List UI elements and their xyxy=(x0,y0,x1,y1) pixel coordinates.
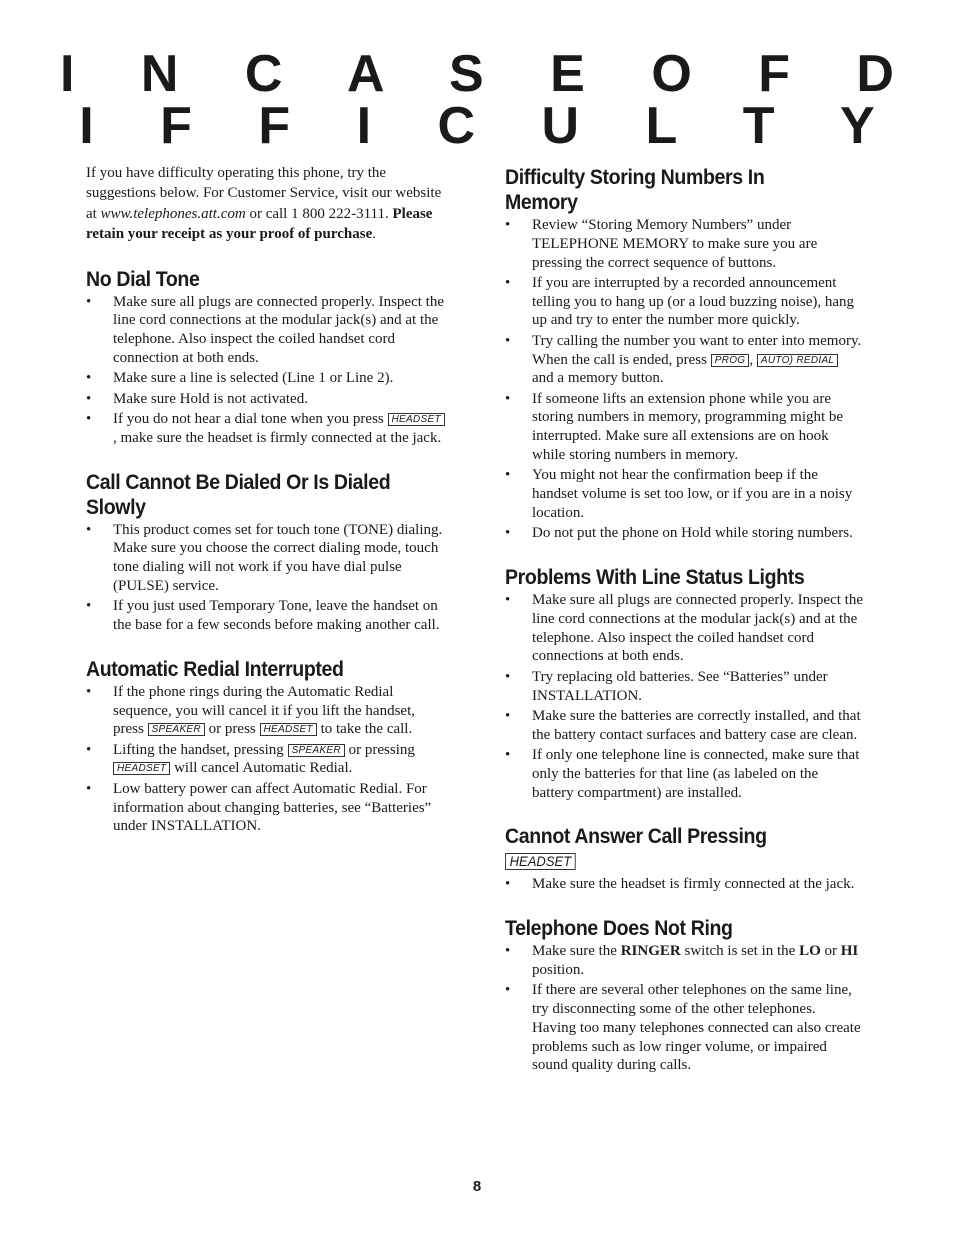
item-text: If the phone rings during the Automatic Redial sequence, you will cancel it if you lift the handset, press xyxy=(113,683,415,738)
right-column xyxy=(505,165,863,1097)
list-item: • Make sure all plugs are connected properly. Inspect the line cord connections at the modular jack(s) and at the telephone. Also inspect the coiled handset cord connection at both ends. xyxy=(86,293,448,368)
list-item: • This product comes set for touch tone (TONE) dialing. Make sure you choose the correct dialing mode, touch tone dialing will not work if you have dial pulse (PULSE) service. xyxy=(86,521,448,596)
list-item: • Make sure Hold is not activated. xyxy=(86,390,448,409)
list-item: • Low battery power can affect Automatic Redial. For information about changing batteries, see “Batteries” under INSTALLATION. xyxy=(86,780,448,836)
list-item: • Make sure the headset is firmly connected at the jack. xyxy=(505,875,863,894)
item-text: Lifting the handset, pressing xyxy=(113,741,288,758)
item-text: , xyxy=(749,351,757,368)
auto-redial-key-icon: AUTO) REDIAL xyxy=(757,354,838,367)
list-item: • Make sure a line is selected (Line 1 or Line 2). xyxy=(86,369,448,388)
list-item xyxy=(86,683,448,739)
section-line-status-lights xyxy=(505,565,863,802)
website-link[interactable]: www.telephones.att.com xyxy=(100,205,246,222)
section-call-cannot-be-dialed xyxy=(86,470,448,635)
list-item: • Try replacing old batteries. See “Batteries” under INSTALLATION. xyxy=(505,668,863,706)
item-text: Try calling the number you want to enter into memory. When the call is ended, press xyxy=(532,332,862,368)
item-text: will cancel Automatic Redial. xyxy=(170,760,353,777)
heading-line-status-lights: Problems With Line Status Lights xyxy=(505,566,805,590)
list-call-cannot-be-dialed xyxy=(86,521,448,635)
list-item: • If only one telephone line is connected, make sure that only the batteries for that line (as labeled on the battery compartment) are installed. xyxy=(505,746,863,802)
section-does-not-ring xyxy=(505,916,863,1075)
list-cannot-answer xyxy=(505,875,863,894)
intro-phone-text: or call 1 800 222-3111. xyxy=(245,205,393,222)
list-item: • Do not put the phone on Hold while storing numbers. xyxy=(505,524,863,543)
list-item xyxy=(505,942,863,980)
page-number: 8 xyxy=(472,1178,482,1195)
speaker-key-icon: SPEAKER xyxy=(148,723,205,736)
list-automatic-redial xyxy=(86,683,448,836)
item-text: or xyxy=(820,943,841,960)
list-storing-numbers xyxy=(505,216,863,543)
headset-key-icon: HEADSET xyxy=(113,762,170,775)
item-text: to take the call. xyxy=(316,721,413,738)
item-text: position. xyxy=(532,961,585,978)
intro-period: . xyxy=(372,226,376,243)
heading-text: Cannot Answer Call Pressing xyxy=(505,825,767,849)
left-column xyxy=(86,163,448,858)
list-item: • Make sure the batteries are correctly installed, and that the battery contact surfaces and battery case are clean. xyxy=(505,707,863,745)
list-does-not-ring xyxy=(505,942,863,1075)
list-item: • If someone lifts an extension phone while you are storing numbers in memory, programming might be interrupted. Make sure all extensions are on hook while storing numbers in memory. xyxy=(505,390,863,465)
list-item: • Make sure all plugs are connected properly. Inspect the line cord connections at the modular jack(s) and at the telephone. Also inspect the coiled handset cord connections at both ends. xyxy=(505,591,863,666)
item-text: or pressing xyxy=(344,741,415,758)
headset-key-icon: HEADSET xyxy=(505,853,576,870)
heading-does-not-ring: Telephone Does Not Ring xyxy=(505,917,733,941)
hi-label: HI xyxy=(840,943,859,960)
heading-call-cannot-be-dialed: Call Cannot Be Dialed Or Is Dialed Slowly xyxy=(86,470,391,519)
section-cannot-answer xyxy=(505,824,863,894)
section-storing-numbers xyxy=(505,165,863,543)
item-text: or press xyxy=(204,721,260,738)
item-text: and a memory button. xyxy=(532,370,664,387)
lo-label: LO xyxy=(799,943,821,960)
list-item: • You might not hear the confirmation beep if the handset volume is set too low, or if you are in a noisy location. xyxy=(505,466,863,522)
receipt-note: Please retain your receipt as your proof of purchase xyxy=(86,205,433,243)
heading-automatic-redial: Automatic Redial Interrupted xyxy=(86,657,344,681)
list-no-dial-tone xyxy=(86,293,448,448)
item-text: switch is set in the xyxy=(680,943,800,960)
heading-no-dial-tone: No Dial Tone xyxy=(86,267,200,291)
section-no-dial-tone xyxy=(86,267,448,448)
list-item: • If you are interrupted by a recorded announcement telling you to hang up (or a loud buzzing noise), hang up and try to enter the number more quickly. xyxy=(505,274,863,330)
list-item xyxy=(86,410,448,448)
ringer-label: RINGER xyxy=(620,943,681,960)
item-text: , make sure the headset is firmly connected at the jack. xyxy=(113,429,442,446)
headset-key-icon: HEADSET xyxy=(260,723,317,736)
list-item: • If there are several other telephones on the same line, try disconnecting some of the other telephones. Having too many telephones connected can also create problems such as low ringer volume, or impaired sound quality during calls. xyxy=(505,981,863,1075)
list-item xyxy=(505,332,863,388)
page-title: I N C A S E O F D I F F I C U L T Y xyxy=(60,45,920,155)
heading-cannot-answer xyxy=(505,824,838,874)
section-automatic-redial xyxy=(86,657,448,836)
intro-paragraph xyxy=(86,163,448,245)
list-item xyxy=(86,741,448,779)
heading-storing-numbers: Difficulty Storing Numbers In Memory xyxy=(505,166,765,214)
intro-text: If you have difficulty operating this phone, try the suggestions below. For Customer Service, visit our website at xyxy=(86,165,442,222)
item-text: Make sure the xyxy=(532,943,621,960)
list-line-status-lights xyxy=(505,591,863,802)
headset-key-icon: HEADSET xyxy=(388,413,445,426)
prog-key-icon: PROG xyxy=(711,354,750,367)
list-item: • Review “Storing Memory Numbers” under TELEPHONE MEMORY to make sure you are pressing the correct sequence of buttons. xyxy=(505,216,863,272)
list-item: • If you just used Temporary Tone, leave the handset on the base for a few seconds before making another call. xyxy=(86,597,448,635)
speaker-key-icon: SPEAKER xyxy=(288,744,345,757)
item-text: If you do not hear a dial tone when you press xyxy=(113,410,388,427)
